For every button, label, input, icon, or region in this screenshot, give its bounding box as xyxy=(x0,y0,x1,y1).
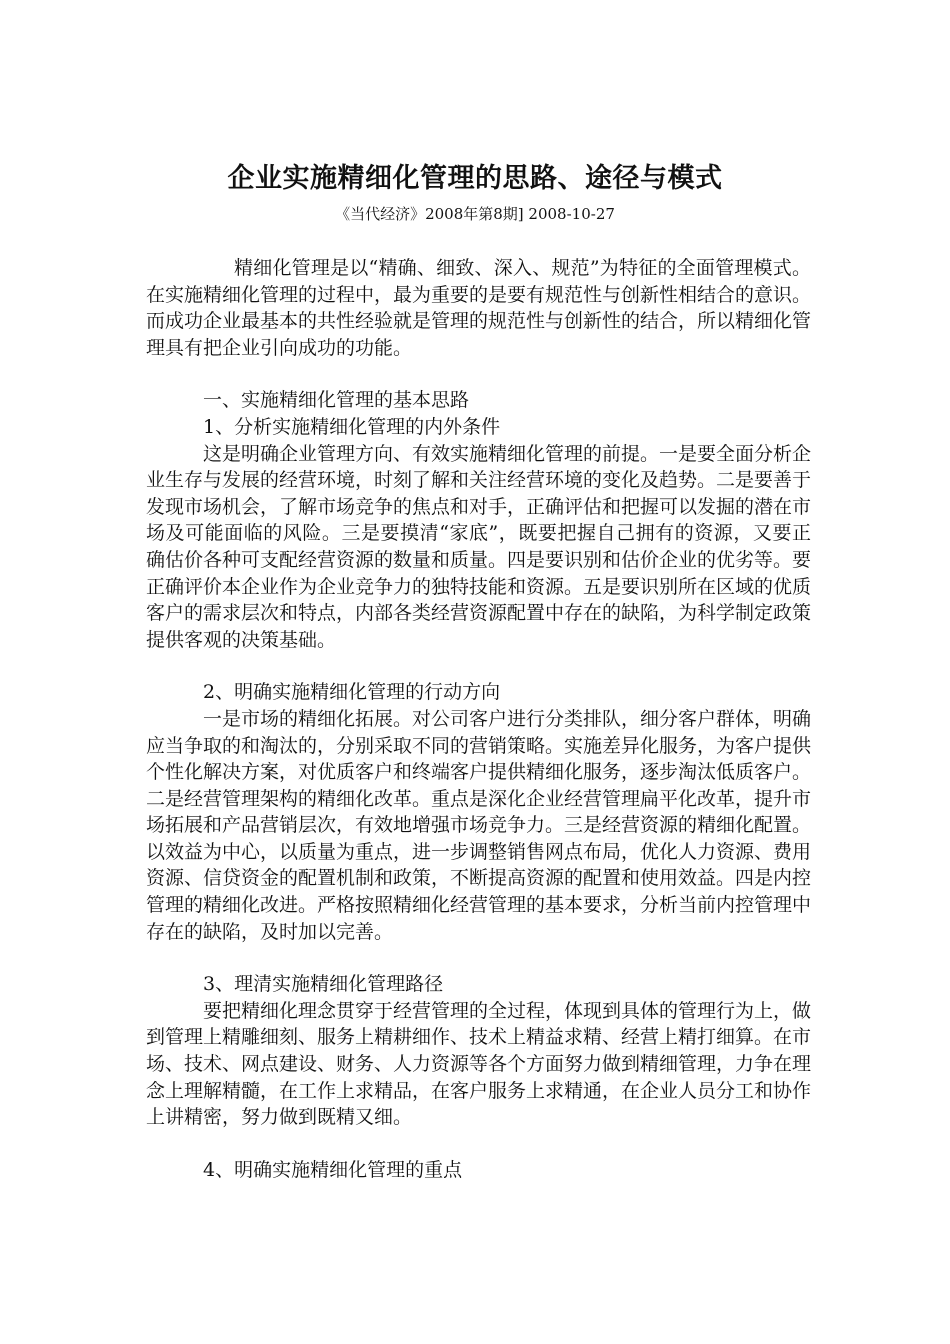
section1-heading: 一、实施精细化管理的基本思路 xyxy=(203,389,470,412)
subsection1-paragraph: 这是明确企业管理方向、有效实施精细化管理的前提。一是要全面分析企业生存与发展的经营环境，时刻了解和关注经营环境的变化及趋势。二是要善于发现市场机会，了解市场竞争的焦点和对手，正确评估和把握可以发掘的潜在市场及可能面临的风险。三是要摸清“家底”，既要把握自己拥有的资源，又要正确估价各种可支配经营资源的数量和质量。四是要识别和估价企业的优劣等。要正确评价本企业作为企业竞争力的独特技能和资源。五是要识别所在区域的优质客户的需求层次和特点，内部各类经营资源配置中存在的缺陷，为科学制定政策提供客观的决策基础。 xyxy=(146,442,812,651)
subsection2-heading: 2、明确实施精细化管理的行动方向 xyxy=(203,681,501,704)
document-body xyxy=(146,255,811,1183)
subsection2-paragraph: 一是市场的精细化拓展。对公司客户进行分类排队，细分客户群体，明确应当争取的和淘汰的，分别采取不同的营销策略。实施差异化服务，为客户提供个性化解决方案，对优质客户和终端客户提供精细化服务，逐步淘汰低质客户。二是经营管理架构的精细化改革。重点是深化企业经营管理扁平化改革，提升市场拓展和产品营销层次，有效地增强市场竞争力。三是经营资源的精细化配置。以效益为中心，以质量为重点，进一步调整销售网点布局，优化人力资源、费用资源、信贷资金的配置机制和政策，不断提高资源的配置和使用效益。四是内控管理的精细化改进。严格按照精细化经营管理的基本要求，分析当前内控管理中存在的缺陷，及时加以完善。 xyxy=(146,707,812,943)
subsection4-heading: 4、明确实施精细化管理的重点 xyxy=(203,1158,463,1181)
subsection3-paragraph: 要把精细化理念贯穿于经营管理的全过程，体现到具体的管理行为上，做到管理上精雕细刻、服务上精耕细作、技术上精益求精、经营上精打细算。在市场、技术、网点建设、财务、人力资源等各个方面努力做到精细管理，力争在理念上理解精髓，在工作上求精品，在客户服务上求精通，在企业人员分工和协作上讲精密，努力做到既精又细。 xyxy=(146,999,812,1129)
source-line: 《当代经济》2008年第8期] 2008-10-27 xyxy=(335,205,615,223)
subsection3-heading: 3、理清实施精细化管理路径 xyxy=(203,973,444,996)
intro-paragraph: 精细化管理是以“精确、细致、深入、规范”为特征的全面管理模式。在实施精细化管理的过程中，最为重要的是要有规范性与创新性相结合的意识。而成功企业最基本的共性经验就是管理的规范性与创新性的结合，所以精细化管理具有把企业引向成功的功能。 xyxy=(146,257,812,359)
subsection1-heading: 1、分析实施精细化管理的内外条件 xyxy=(203,415,501,438)
document-title: 企业实施精细化管理的思路、途径与模式 xyxy=(227,163,723,194)
